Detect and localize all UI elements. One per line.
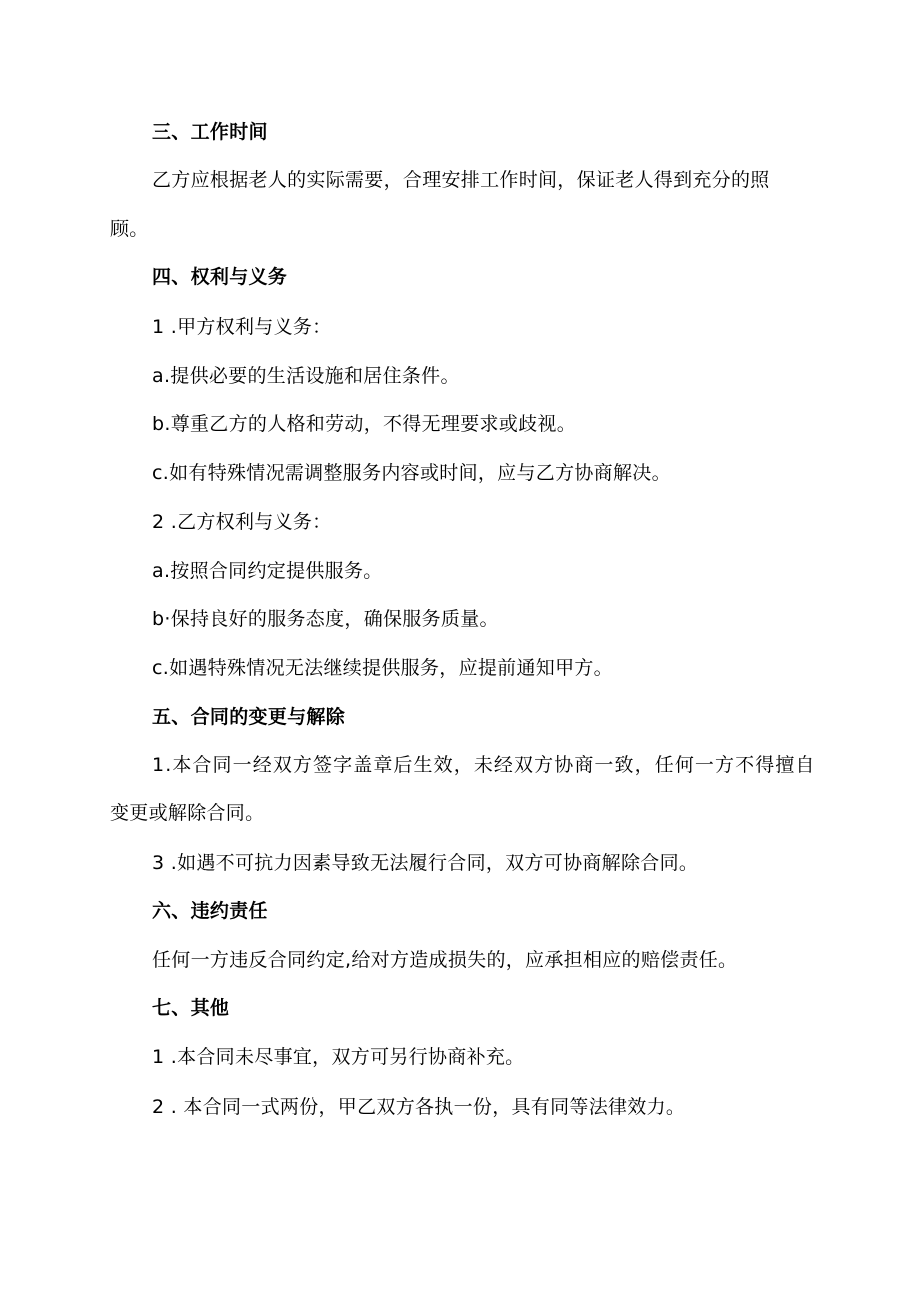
section-heading-rights-obligations: 四、权利与义务	[152, 266, 288, 288]
paragraph-change-termination-1: 1.本合同一经双方签字盖章后生效，未经双方协商一致，任何一方不得擅自	[152, 754, 816, 776]
list-item-party-a-c: c.如有特殊情况需调整服务内容或时间，应与乙方协商解决。	[152, 462, 671, 484]
list-item-party-b-a: a.按照合同约定提供服务。	[152, 560, 383, 582]
paragraph-change-termination-1-continued: 变更或解除合同。	[110, 802, 265, 824]
list-item-party-b-b: b·保持良好的服务态度，确保服务质量。	[152, 608, 499, 630]
subheading-party-b: 2 .乙方权利与义务：	[152, 511, 332, 533]
paragraph-breach-liability: 任何一方违反合同约定,给对方造成损失的，应承担相应的赔偿责任。	[152, 949, 738, 971]
subheading-party-a: 1 .甲方权利与义务：	[152, 316, 332, 338]
section-heading-other: 七、其他	[152, 997, 230, 1019]
paragraph-other-1: 1 .本合同未尽事宜，双方可另行协商补充。	[152, 1046, 525, 1068]
section-heading-breach-liability: 六、违约责任	[152, 900, 268, 922]
list-item-party-a-a: a.提供必要的生活设施和居住条件。	[152, 365, 460, 387]
list-item-party-b-c: c.如遇特殊情况无法继续提供服务，应提前通知甲方。	[152, 657, 613, 679]
paragraph-work-time: 乙方应根据老人的实际需要，合理安排工作时间，保证老人得到充分的照	[152, 169, 770, 191]
section-heading-work-time: 三、工作时间	[152, 121, 268, 143]
list-item-party-a-b: b.尊重乙方的人格和劳动，不得无理要求或歧视。	[152, 413, 577, 435]
paragraph-other-2: 2 . 本合同一式两份，甲乙双方各执一份，具有同等法律效力。	[152, 1096, 686, 1118]
section-heading-change-termination: 五、合同的变更与解除	[152, 706, 346, 728]
paragraph-work-time-continued: 顾。	[110, 218, 149, 240]
paragraph-change-termination-2: 3 .如遇不可抗力因素导致无法履行合同，双方可协商解除合同。	[152, 852, 699, 874]
